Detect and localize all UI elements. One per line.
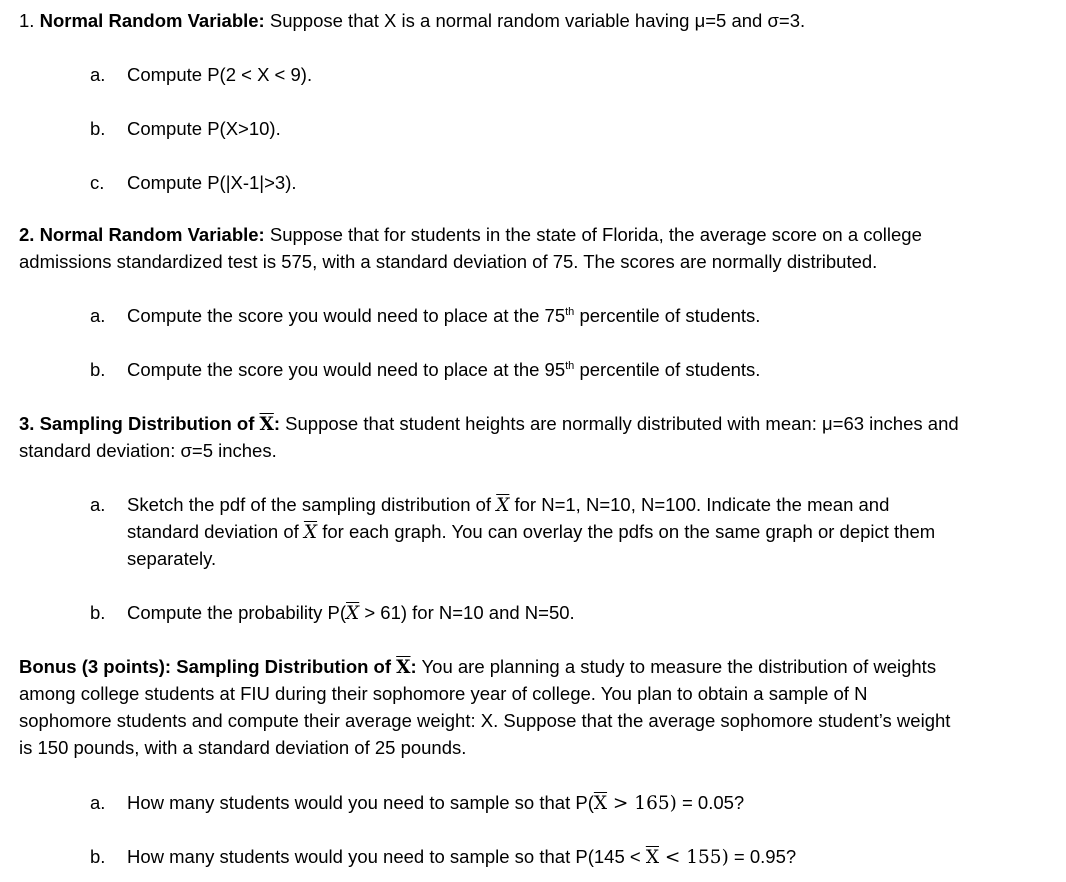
q3-part-a-line2: standard deviation of $\overline{X}$ for each graph. You can overlay the pdfs on the same graph or depict them (127, 521, 936, 543)
q3-heading (19, 410, 959, 438)
bonus-text-line1: You are planning a study to measure the distribution of weights (421, 656, 937, 677)
bonus-part-b-text: How many students would you need to sample so that $P(145 < \overline{X} < 155) = 0.95$? (127, 846, 797, 868)
q1-part-b-text: Compute P(X>10). (127, 118, 281, 139)
q1-text: Suppose that X is a normal random variable having μ=5 and σ=3. (269, 10, 806, 31)
q3-part-b-text: Compute the probability $P(\overline{X} > 61)$ for N=10 and N=50. (127, 602, 575, 624)
q1-title: Normal Random Variable: (39, 10, 265, 31)
bonus-title: Bonus (3 points): Sampling Distribution of $\overline{X}$: (19, 656, 417, 678)
q2-title: 2. Normal Random Variable: (19, 224, 265, 245)
q1-part-a-label: a. (90, 64, 106, 85)
q3-part-a-label: a. (90, 494, 106, 515)
q2-part-b-text: Compute the score you would need to place at the 95th percentile of students. (127, 359, 761, 380)
q3-part-a-line3: separately. (127, 548, 217, 569)
q1-part-b-label: b. (90, 118, 106, 139)
q3-part-b-label: b. (90, 602, 106, 623)
bonus-heading (19, 653, 936, 681)
q1-part-c-text: Compute P(|X-1|>3). (127, 172, 297, 193)
q1-part-a-text: Compute P(2 < X < 9). (127, 64, 313, 85)
q1-heading (19, 7, 805, 34)
q3-text-line1: Suppose that student heights are normally distributed with mean: μ=63 inches and (285, 413, 959, 434)
q3-text-line2: standard deviation: σ=5 inches. (19, 440, 277, 461)
bonus-part-b-label: b. (90, 846, 106, 867)
bonus-part-a-text: How many students would you need to sample so that $P(\overline{X} > 165) = 0.05$? (127, 792, 745, 814)
q2-text-line1: Suppose that for students in the state of Florida, the average score on a college (269, 224, 922, 245)
q1-part-c-label: c. (90, 172, 105, 193)
q1-number: 1. (19, 10, 35, 31)
bonus-part-a-label: a. (90, 792, 106, 813)
bonus-text-line2: among college students at FIU during their sophomore year of college. You plan to obtain a sample of N (19, 683, 868, 704)
q3-part-a-line1: Sketch the pdf of the sampling distribution of $\overline{X}$ for N=1, N=10, N=100. Indicate the mean and (127, 494, 890, 516)
q2-heading (19, 221, 922, 248)
q2-part-b-label: b. (90, 359, 106, 380)
q2-text-line2: admissions standardized test is 575, with a standard deviation of 75. The scores are normally distributed. (19, 251, 878, 272)
bonus-text-line3: sophomore students and compute their average weight: X. Suppose that the average sophomore student’s weight (19, 710, 951, 731)
q2-part-a-text: Compute the score you would need to place at the 75th percentile of students. (127, 305, 761, 326)
q2-part-a-label: a. (90, 305, 106, 326)
q3-title: 3. Sampling Distribution of $\overline{X}$: (19, 413, 281, 435)
bonus-text-line4: is 150 pounds, with a standard deviation of 25 pounds. (19, 737, 467, 758)
